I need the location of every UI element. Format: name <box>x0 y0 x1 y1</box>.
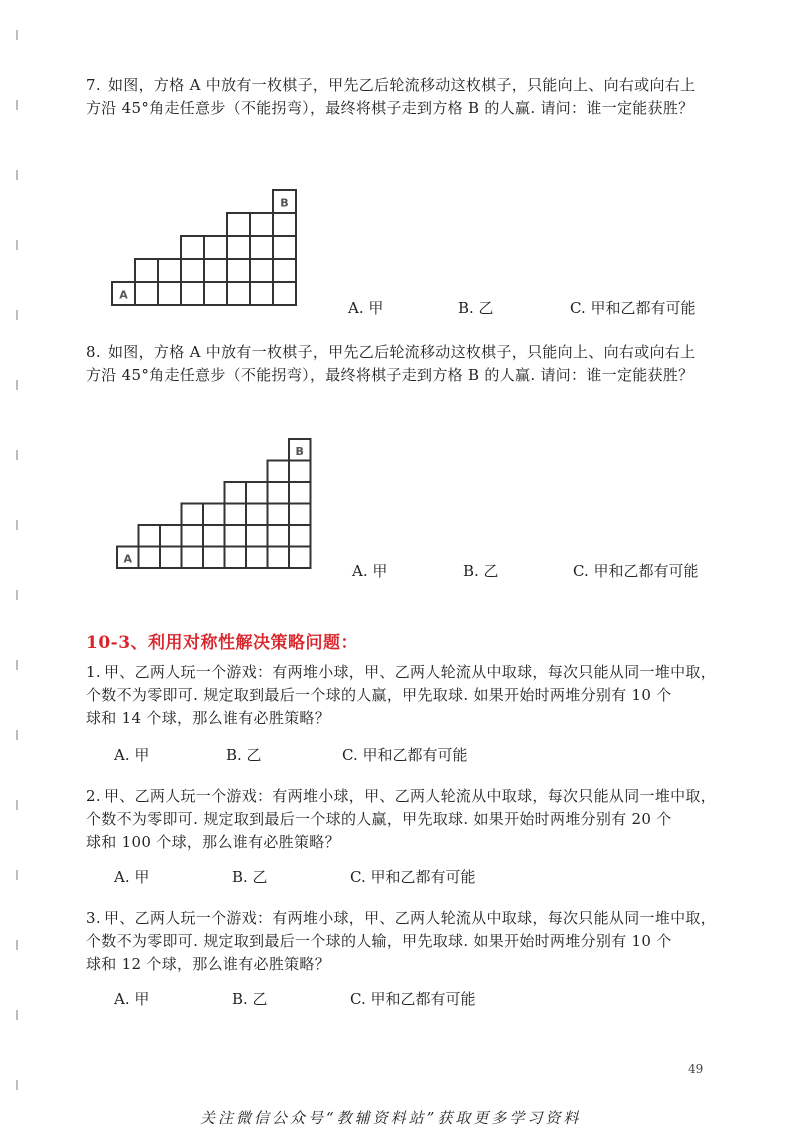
board-square <box>182 525 204 547</box>
option-a[interactable]: A. 甲 <box>352 562 388 580</box>
board-square <box>139 525 161 547</box>
board-square <box>160 547 182 569</box>
board-square <box>268 525 290 547</box>
board-square <box>227 282 250 305</box>
staircase-board-figure <box>100 120 320 320</box>
board-square <box>268 547 290 569</box>
board-square <box>289 525 311 547</box>
board-square <box>182 504 204 526</box>
margin-rule <box>16 0 18 1131</box>
board-square <box>135 259 158 282</box>
board-square <box>203 547 225 569</box>
board-square <box>181 259 204 282</box>
problem-text-line: 甲、乙两人玩一个游戏：有两堆小球，甲、乙两人轮流从中取球，每次只能从同一堆中取， <box>104 663 717 681</box>
option-a[interactable]: A. 甲 <box>114 990 150 1008</box>
problem-text-line: 球和 12 个球，那么谁有必胜策略？ <box>86 955 331 973</box>
board-square <box>268 461 290 483</box>
option-b[interactable]: B. 乙 <box>226 746 262 764</box>
option-b[interactable]: B. 乙 <box>232 868 268 886</box>
problem-text-line: 甲、乙两人玩一个游戏：有两堆小球，甲、乙两人轮流从中取球，每次只能从同一堆中取， <box>104 787 717 805</box>
board-square <box>289 461 311 483</box>
staircase-board-figure <box>105 385 325 580</box>
board-square <box>139 547 161 569</box>
board-square <box>268 482 290 504</box>
board-square <box>289 504 311 526</box>
board-square <box>204 282 227 305</box>
question-text-line: 方沿 45°角走任意步（不能拐弯），最终将棋子走到方格 B 的人赢. 请问：谁一定能获胜？ <box>86 99 694 117</box>
board-square <box>204 236 227 259</box>
board-square <box>250 259 273 282</box>
page-number: 49 <box>688 1062 704 1076</box>
board-square <box>203 525 225 547</box>
board-square <box>182 547 204 569</box>
option-c[interactable]: C. 甲和乙都有可能 <box>342 746 468 764</box>
option-b[interactable]: B. 乙 <box>232 990 268 1008</box>
option-c[interactable]: C. 甲和乙都有可能 <box>570 299 696 317</box>
problem-number: 1. <box>86 663 101 681</box>
start-square-label: A <box>119 288 128 302</box>
board-square <box>246 525 268 547</box>
question-number: 7. <box>86 76 101 94</box>
question-text-line: 如图，方格 A 中放有一枚棋子，甲先乙后轮流移动这枚棋子，只能向上、向右或向右上 <box>108 76 696 94</box>
option-b[interactable]: B. 乙 <box>458 299 494 317</box>
board-square <box>273 213 296 236</box>
board-square <box>181 282 204 305</box>
board-square <box>227 236 250 259</box>
problem-number: 2. <box>86 787 101 805</box>
option-a[interactable]: A. 甲 <box>114 746 150 764</box>
option-b[interactable]: B. 乙 <box>463 562 499 580</box>
board-square <box>246 504 268 526</box>
section-title: 10-3、利用对称性解决策略问题： <box>86 633 359 653</box>
board-square <box>225 525 247 547</box>
board-square <box>273 282 296 305</box>
board-square <box>246 482 268 504</box>
board-square <box>289 482 311 504</box>
goal-square-label: B <box>280 196 289 210</box>
board-square <box>289 547 311 569</box>
option-c[interactable]: C. 甲和乙都有可能 <box>350 990 476 1008</box>
problem-text-line: 球和 14 个球，那么谁有必胜策略？ <box>86 709 331 727</box>
board-square <box>203 504 225 526</box>
board-square <box>160 525 182 547</box>
board-square <box>246 547 268 569</box>
start-square-label: A <box>123 552 133 566</box>
option-a[interactable]: A. 甲 <box>114 868 150 886</box>
question-text-line: 方沿 45°角走任意步（不能拐弯），最终将棋子走到方格 B 的人赢. 请问：谁一定能获胜？ <box>86 366 694 384</box>
board-square <box>250 236 273 259</box>
problem-text-line: 个数不为零即可. 规定取到最后一个球的人输，甲先取球. 如果开始时两堆分别有 10 个 <box>86 932 672 950</box>
board-square <box>135 282 158 305</box>
board-square <box>158 259 181 282</box>
board-square <box>273 259 296 282</box>
board-square <box>204 259 227 282</box>
goal-square-label: B <box>295 444 304 458</box>
board-square <box>225 504 247 526</box>
board-square <box>158 282 181 305</box>
problem-text-line: 个数不为零即可. 规定取到最后一个球的人赢，甲先取球. 如果开始时两堆分别有 10 个 <box>86 686 672 704</box>
question-text-line: 如图，方格 A 中放有一枚棋子，甲先乙后轮流移动这枚棋子，只能向上、向右或向右上 <box>108 343 696 361</box>
problem-text-line: 球和 100 个球，那么谁有必胜策略？ <box>86 833 340 851</box>
option-a[interactable]: A. 甲 <box>348 299 384 317</box>
footer-notice: 关注微信公众号“教辅资料站”获取更多学习资料 <box>200 1109 582 1127</box>
board-square <box>181 236 204 259</box>
board-square <box>273 236 296 259</box>
board-square <box>227 213 250 236</box>
problem-text-line: 甲、乙两人玩一个游戏：有两堆小球，甲、乙两人轮流从中取球，每次只能从同一堆中取， <box>104 909 717 927</box>
board-square <box>250 282 273 305</box>
problem-text-line: 个数不为零即可. 规定取到最后一个球的人赢，甲先取球. 如果开始时两堆分别有 20 个 <box>86 810 672 828</box>
problem-number: 3. <box>86 909 101 927</box>
board-square <box>268 504 290 526</box>
board-square <box>227 259 250 282</box>
option-c[interactable]: C. 甲和乙都有可能 <box>350 868 476 886</box>
question-number: 8. <box>86 343 101 361</box>
board-square <box>225 547 247 569</box>
board-square <box>250 213 273 236</box>
board-square <box>225 482 247 504</box>
option-c[interactable]: C. 甲和乙都有可能 <box>573 562 699 580</box>
